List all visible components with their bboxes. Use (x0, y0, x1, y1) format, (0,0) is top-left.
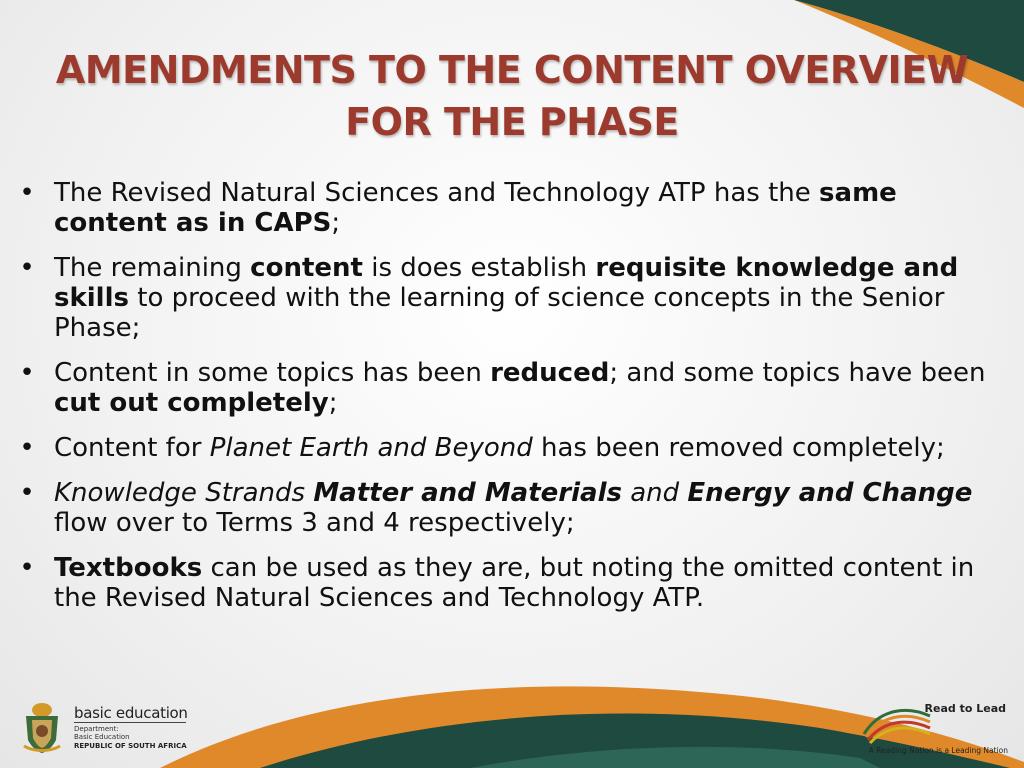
bullet-text-run: Textbooks (54, 553, 203, 583)
bullet-text-run: The remaining (54, 253, 251, 283)
bullet-text-run: Matter and Materials (313, 478, 622, 508)
department-sub-line-2: Basic Education (74, 733, 130, 741)
department-divider (74, 722, 186, 723)
bullet-text-run: content (250, 253, 363, 283)
read-to-lead-logo (862, 700, 1012, 760)
bullet-text-run: to proceed with the learning of science concepts in the Senior Phase; (54, 283, 945, 343)
coat-of-arms-icon (20, 700, 64, 754)
bullet-list (14, 178, 1004, 628)
bullet-text-run: can be used as they are, but noting the omitted content in the Revised Natural Sciences and Technology ATP. (54, 553, 975, 613)
bullet-marker: • (19, 358, 35, 388)
bullet-item (14, 433, 1004, 463)
bullet-marker: • (19, 553, 35, 583)
bullet-text-run: and (621, 478, 688, 508)
bullet-marker: • (19, 178, 35, 208)
title-line-2: FOR THE PHASE (345, 100, 679, 144)
bullet-item (14, 553, 1004, 613)
bullet-text-run: Energy and Change (687, 478, 973, 508)
bullet-text-run: reduced (490, 358, 610, 388)
open-book-icon (862, 704, 932, 744)
bullet-text-run: The Revised Natural Sciences and Technology ATP has the (54, 178, 820, 208)
department-sub-line-1: Department: (74, 725, 119, 733)
bullet-text-run: flow over to Terms 3 and 4 respectively; (54, 508, 575, 538)
bullet-text-run: Content in some topics has been (54, 358, 491, 388)
bullet-text-run: same content as in CAPS (54, 178, 897, 238)
bullet-item (14, 178, 1004, 238)
bullet-marker: • (19, 433, 35, 463)
bullet-item (14, 478, 1004, 538)
slide-title (40, 44, 984, 148)
bullet-item (14, 358, 1004, 418)
title-line-1: AMENDMENTS TO THE CONTENT OVERVIEW (55, 48, 969, 92)
bullet-marker: • (19, 478, 35, 508)
bullet-text-run: ; and some topics have been (609, 358, 986, 388)
bullet-item (14, 253, 1004, 343)
bullet-text-run: ; (328, 388, 338, 418)
bullet-text-run: has been removed completely; (532, 433, 945, 463)
department-country: REPUBLIC OF SOUTH AFRICA (74, 742, 187, 750)
department-subtitle (74, 725, 130, 741)
campaign-name: Read to Lead (924, 702, 1006, 715)
bullet-text-run: Knowledge Strands (54, 478, 314, 508)
bullet-marker: • (19, 253, 35, 283)
bullet-text-run: ; (331, 208, 341, 238)
department-logo (20, 700, 190, 756)
bullet-text-run: Planet Earth and Beyond (209, 433, 533, 463)
bullet-text-run: requisite knowledge and skills (54, 253, 959, 313)
campaign-tagline: A Reading Nation is a Leading Nation (868, 746, 1008, 755)
bullet-text-run: cut out completely (54, 388, 329, 418)
bullet-text-run: Content for (54, 433, 210, 463)
department-name: basic education (74, 704, 188, 722)
bullet-text-run: is does establish (362, 253, 596, 283)
